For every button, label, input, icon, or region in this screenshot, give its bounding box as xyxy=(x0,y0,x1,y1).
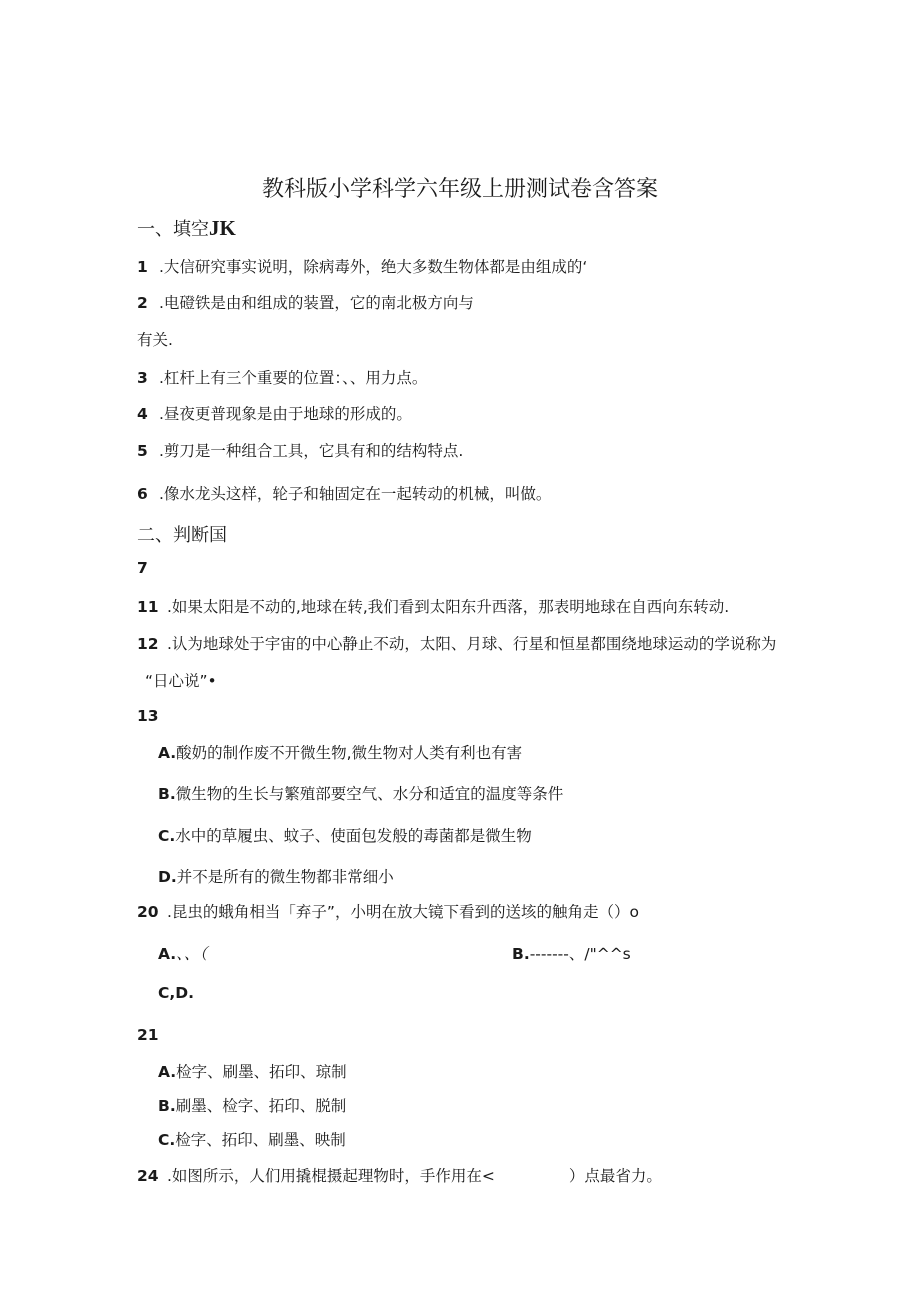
question-text: .如果太阳是不动的,地球在转,我们看到太阳东升西落，那表明地球在自西向东转动. xyxy=(167,598,730,616)
question-number: 12 xyxy=(137,635,159,653)
question-1 xyxy=(137,255,587,277)
q13-option-a xyxy=(158,741,522,763)
question-text: .如图所示，人们用撬棍摄起理物时，手作用在< xyxy=(167,1167,495,1185)
question-text: .昼夜更普现象是由于地球的形成的。 xyxy=(159,405,412,423)
question-number: 20 xyxy=(137,903,159,921)
question-number: 6 xyxy=(137,485,148,503)
option-label: B. xyxy=(158,1097,176,1115)
q21-option-b xyxy=(158,1094,346,1116)
question-12 xyxy=(137,632,776,654)
question-4 xyxy=(137,402,412,424)
question-number: 21 xyxy=(137,1026,159,1044)
option-text: 检字、刷墨、拓印、琼制 xyxy=(176,1063,347,1081)
option-text: 、、（ xyxy=(176,945,208,963)
question-24 xyxy=(137,1164,662,1186)
question-number: 5 xyxy=(137,442,148,460)
option-text: 检字、拓印、刷墨、映制 xyxy=(175,1131,346,1149)
question-21 xyxy=(137,1026,159,1044)
option-label: B. xyxy=(512,945,530,963)
question-text: .剪刀是一种组合工具，它具有和的结构特点. xyxy=(159,442,464,460)
q21-option-c xyxy=(158,1128,346,1150)
option-text: -------、/"^^s xyxy=(529,945,631,963)
page-title: 教科版小学科学六年级上册测试卷含答案 xyxy=(261,177,658,202)
question-text: .杠杆上有三个重要的位置：、、用力点。 xyxy=(159,369,428,387)
section-fill-prefix: 一、填空 xyxy=(137,219,209,240)
question-number: 4 xyxy=(137,405,148,423)
question-3 xyxy=(137,366,427,388)
question-number: 2 xyxy=(137,294,148,312)
option-text: 酸奶的制作废不开微生物,微生物对人类有利也有害 xyxy=(176,744,523,762)
option-label: A. xyxy=(158,1063,177,1081)
option-label: B. xyxy=(158,785,176,803)
section-fill-suffix: JK xyxy=(209,216,236,240)
question-text: .昆虫的蛾角相当「弃子”，小明在放大镜下看到的送垓的触角走（）o xyxy=(167,903,639,921)
question-2 xyxy=(137,291,474,313)
question-number: 7 xyxy=(137,559,148,577)
question-text-tail: ）点最省力。 xyxy=(568,1167,662,1185)
question-5 xyxy=(137,439,463,461)
option-label: C. xyxy=(158,1131,176,1149)
question-20 xyxy=(137,900,639,922)
question-7 xyxy=(137,559,148,577)
q21-option-a xyxy=(158,1060,347,1082)
option-label: A. xyxy=(158,744,177,762)
q20-option-a xyxy=(158,942,207,964)
question-text: .电磴铁是由和组成的装置，它的南北极方向与 xyxy=(159,294,474,312)
question-number: 13 xyxy=(137,707,159,725)
section-fill-heading xyxy=(137,215,236,241)
q13-option-b xyxy=(158,782,563,804)
question-number: 11 xyxy=(137,598,159,616)
section-judge-heading: 二、判断国 xyxy=(137,525,227,546)
question-number: 24 xyxy=(137,1167,159,1185)
question-text: .认为地球处于宇宙的中心静止不动，太阳、月球、行星和恒星都围绕地球运动的学说称为 xyxy=(167,635,777,653)
q20-option-cd xyxy=(158,984,194,1002)
question-number: 1 xyxy=(137,258,148,276)
question-2-continued xyxy=(137,328,173,350)
option-label: A. xyxy=(158,945,177,963)
question-11 xyxy=(137,595,729,617)
q13-option-c xyxy=(158,824,532,846)
option-label: C,D. xyxy=(158,984,195,1002)
q20-option-b xyxy=(512,942,631,964)
option-text: 并不是所有的微生物都非常细小 xyxy=(176,868,394,886)
question-6 xyxy=(137,482,551,504)
option-text: 微生物的生长与繁殖部要空气、水分和适宜的温度等条件 xyxy=(175,785,564,803)
option-text: 刷墨、检字、拓印、脱制 xyxy=(175,1097,347,1115)
question-13 xyxy=(137,707,159,725)
q13-option-d xyxy=(158,865,394,887)
question-text: .像水龙头这样，轮子和轴固定在一起转动的机械，叫做。 xyxy=(159,485,552,503)
question-12-continued: “日心说”• xyxy=(145,672,217,690)
question-number: 3 xyxy=(137,369,148,387)
option-label: C. xyxy=(158,827,176,845)
question-text: 有关. xyxy=(137,331,173,349)
option-label: D. xyxy=(158,868,177,886)
question-text: .大信研究事实说明，除病毒外，绝大多数生物体都是由组成的‘ xyxy=(159,258,588,276)
option-text: 水中的草履虫、蚊子、使面包发般的毒菌都是微生物 xyxy=(175,827,532,845)
